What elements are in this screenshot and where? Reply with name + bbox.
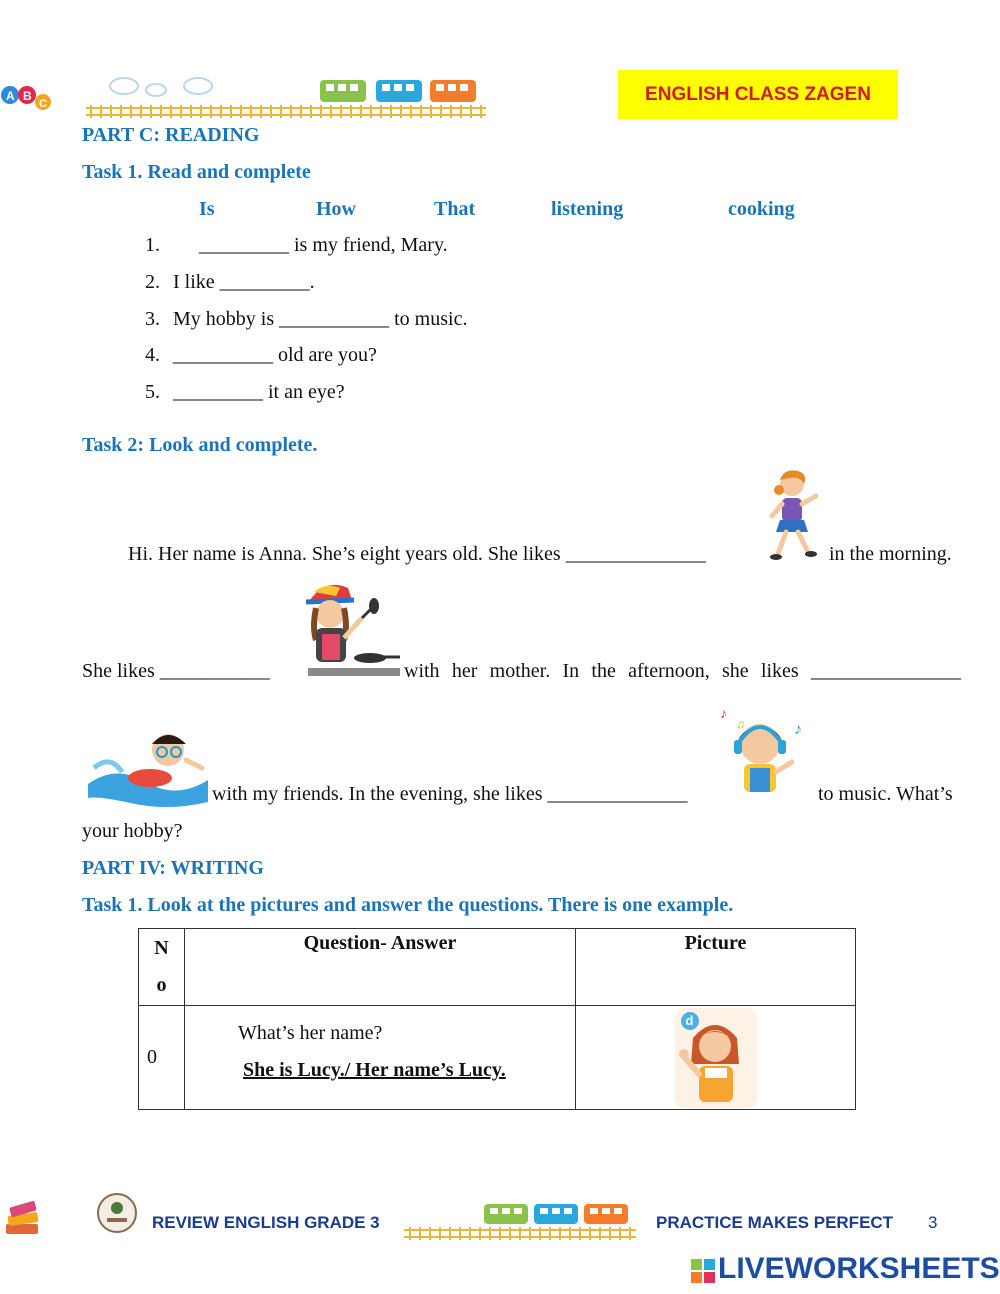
task2-title: Task 2: Look and complete. bbox=[82, 434, 318, 456]
word-bank-item: cooking bbox=[728, 198, 795, 220]
lucy-picture bbox=[675, 1008, 757, 1108]
liveworksheets-brand: LIVEWORKSHEETS bbox=[718, 1252, 1000, 1285]
footer-left-text: REVIEW ENGLISH GRADE 3 bbox=[152, 1213, 380, 1232]
task2-line1-start: Hi. Her name is Anna. She’s eight years old. She likes ______________ bbox=[128, 543, 706, 565]
task2-line2-end: with her mother. In the afternoon, she likes _______________ bbox=[404, 660, 961, 682]
part-iv-title: PART IV: WRITING bbox=[82, 857, 264, 879]
header-no-line2: o bbox=[156, 974, 167, 996]
table-row bbox=[139, 1006, 856, 1110]
header-no-line1: N bbox=[154, 937, 169, 959]
task1-title: Task 1. Read and complete bbox=[82, 161, 311, 183]
school-logo-icon bbox=[96, 1192, 138, 1234]
task2-line4: your hobby? bbox=[82, 820, 183, 842]
example-question: What’s her name? bbox=[238, 1022, 383, 1044]
exercise-item bbox=[145, 271, 315, 294]
item-text: _________ is my friend, Mary. bbox=[199, 234, 448, 256]
row-number: 0 bbox=[139, 1006, 185, 1110]
task2-line3-end: to music. What’s bbox=[818, 783, 953, 805]
abc-letter-c: C bbox=[39, 98, 47, 110]
girl-cooking-icon bbox=[296, 578, 402, 678]
item-number: 5. bbox=[145, 381, 160, 403]
header-no bbox=[139, 929, 185, 1006]
item-number: 3. bbox=[145, 308, 160, 330]
item-text: I like _________. bbox=[173, 271, 315, 293]
girl-walking-icon bbox=[764, 468, 824, 564]
task2-line1-end: in the morning. bbox=[829, 543, 952, 565]
abc-letter-b: B bbox=[23, 89, 32, 103]
item-text: __________ old are you? bbox=[173, 344, 377, 366]
svg-text:♪: ♪ bbox=[720, 707, 727, 722]
part-c-title: PART C: READING bbox=[82, 124, 260, 146]
header-picture: Picture bbox=[576, 929, 856, 1006]
girl-headphones-icon bbox=[716, 704, 812, 796]
exercise-item bbox=[145, 381, 345, 404]
exercise-item bbox=[145, 234, 448, 257]
word-bank-item: listening bbox=[551, 198, 624, 220]
task2-line2-start: She likes ___________ bbox=[82, 660, 270, 682]
word-bank-item: How bbox=[316, 198, 356, 220]
item-number: 4. bbox=[145, 344, 160, 366]
item-text: My hobby is ___________ to music. bbox=[173, 308, 468, 330]
girl-swimming-icon bbox=[86, 724, 210, 808]
abc-logo-icon bbox=[0, 82, 56, 116]
exercise-item bbox=[145, 308, 467, 331]
train-footer-decoration bbox=[404, 1200, 636, 1244]
picture-label: d bbox=[681, 1012, 699, 1030]
qa-table bbox=[138, 928, 856, 1110]
row-picture bbox=[576, 1006, 856, 1110]
liveworksheets-logo-icon bbox=[690, 1258, 716, 1284]
task2-line3-start: with my friends. In the evening, she likes ______________ bbox=[212, 783, 688, 805]
word-bank-item: Is bbox=[199, 198, 215, 220]
svg-text:♫: ♫ bbox=[736, 717, 745, 731]
header-qa: Question- Answer bbox=[185, 929, 576, 1006]
footer-right-text: PRACTICE MAKES PERFECT bbox=[656, 1213, 894, 1232]
class-banner: ENGLISH CLASS ZAGEN bbox=[618, 70, 898, 119]
exercise-item bbox=[145, 344, 377, 367]
row-qa bbox=[185, 1006, 576, 1110]
train-header-decoration bbox=[86, 72, 486, 122]
svg-text:♪: ♪ bbox=[794, 721, 802, 738]
item-number: 1. bbox=[145, 234, 160, 256]
abc-letter-a: A bbox=[6, 89, 15, 103]
word-bank-item: That bbox=[434, 198, 476, 220]
item-text: _________ it an eye? bbox=[173, 381, 345, 403]
page-number: 3 bbox=[928, 1213, 938, 1232]
books-icon bbox=[2, 1196, 44, 1240]
item-number: 2. bbox=[145, 271, 160, 293]
example-answer: She is Lucy./ Her name’s Lucy. bbox=[243, 1059, 506, 1081]
table-header-row bbox=[139, 929, 856, 1006]
part-iv-task1-title: Task 1. Look at the pictures and answer the questions. There is one example. bbox=[82, 894, 734, 916]
